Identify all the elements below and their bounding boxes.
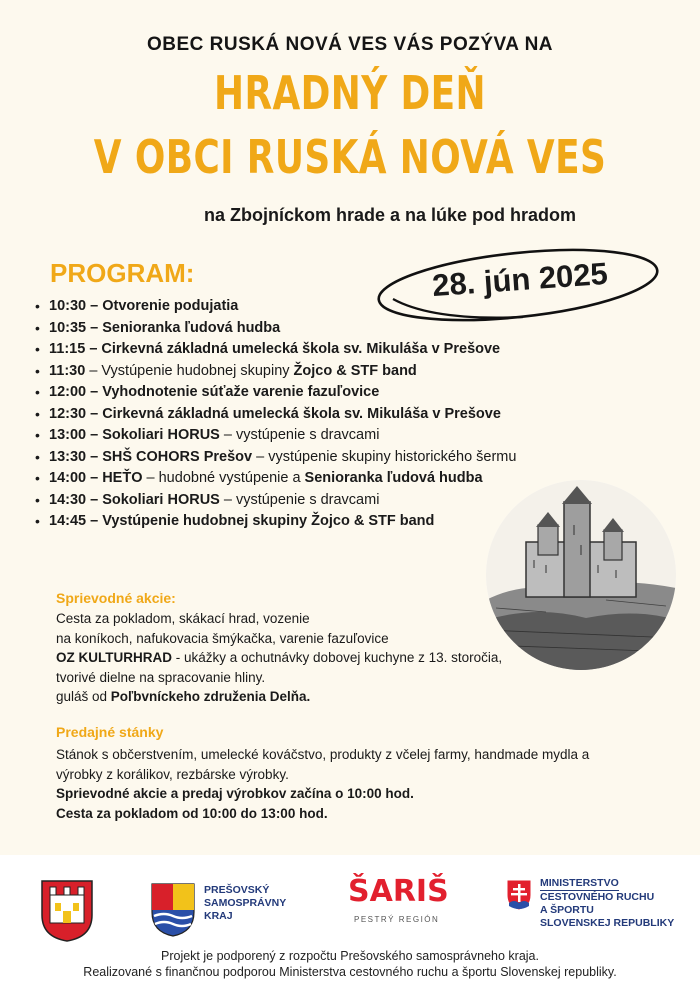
- footer-note-2: Realizované s finančnou podporou Ministerstva cestovného ruchu a športu Slovenskej republiky.: [83, 965, 617, 979]
- slovak-coat-of-arms-icon: [506, 879, 532, 911]
- accompanying-text: Cesta za pokladom, skákací hrad, vozenie na koníkoch, nafukovacia šmýkačka, varenie fazuľovice OZ KULTURHRAD - ukážky a ochutnávky dobovej kuchyne z 13. storočia, tvorivé dielne na spracovanie hliny. guláš od Poľbvníckeho združenia Delňa.: [56, 611, 503, 704]
- accompanying-heading: Sprievodné akcie:: [56, 590, 176, 606]
- pre-title: OBEC RUSKÁ NOVÁ VES VÁS POZÝVA NA: [146, 34, 554, 55]
- footer-note-1: Projekt je podporený z rozpočtu Prešovského samosprávneho kraja.: [161, 949, 539, 963]
- program-item: • 11:15 – Cirkevná základná umelecká škola sv. Mikuláša v Prešove: [35, 339, 516, 361]
- program-heading: PROGRAM:: [50, 258, 195, 288]
- subtitle: na Zbojníckom hrade a na lúke pod hradom: [203, 205, 577, 225]
- program-item: • 10:30 – Otvorenie podujatia: [35, 296, 516, 318]
- saris-logo-subtitle: PESTRÝ REGIÓN: [354, 915, 440, 924]
- program-item: • 11:30 – Vystúpenie hudobnej skupiny Žojco & STF band: [35, 361, 516, 383]
- program-item: • 14:45 – Vystúpenie hudobnej skupiny Žojco & STF band: [35, 511, 516, 533]
- program-item: • 13:00 – Sokoliari HORUS – vystúpenie s dravcami: [35, 425, 516, 447]
- psk-logo-text: PREŠOVSKÝ SAMOSPRÁVNY KRAJ: [204, 884, 287, 922]
- castle-illustration: [486, 480, 676, 670]
- footer: [0, 855, 700, 990]
- ministry-logo-text: MINISTERSTVO CESTOVNÉHO RUCHU A ŠPORTU SLOVENSKEJ REPUBLIKY: [540, 877, 675, 929]
- event-date: 28. jún 2025: [431, 255, 609, 304]
- program-item: • 10:35 – Senioranka ľudová hudba: [35, 318, 516, 340]
- stands-heading: Predajné stánky: [56, 724, 164, 740]
- main-title-line2: V OBCI RUSKÁ NOVÁ VES: [93, 130, 607, 184]
- psk-crest-icon: [150, 882, 196, 938]
- program-item: • 14:00 – HEŤO – hudobné vystúpenie a Senioranka ľudová hudba: [35, 468, 516, 490]
- program-item: • 14:30 – Sokoliari HORUS – vystúpenie s dravcami: [35, 490, 516, 512]
- program-item: • 12:00 – Vyhodnotenie súťaže varenie fazuľovice: [35, 382, 516, 404]
- program-item: • 12:30 – Cirkevná základná umelecká škola sv. Mikuláša v Prešove: [35, 404, 516, 426]
- program-item: • 13:30 – SHŠ COHORS Prešov – vystúpenie skupiny historického šermu: [35, 447, 516, 469]
- stands-text: Stánok s občerstvením, umelecké kováčstvo, produkty z včelej farmy, handmade mydla a výrobky z korálikov, rezbárske výrobky. Sprievodné akcie a predaj výrobkov začína o 10:00 hod. Cesta za pokladom od 10:00 do 13:00 hod.: [56, 747, 590, 821]
- program-list: [35, 296, 516, 533]
- coat-of-arms-icon: [40, 879, 94, 943]
- main-title-line1: HRADNÝ DEŇ: [214, 66, 486, 120]
- saris-logo-title: ŠARIŠ: [348, 874, 449, 909]
